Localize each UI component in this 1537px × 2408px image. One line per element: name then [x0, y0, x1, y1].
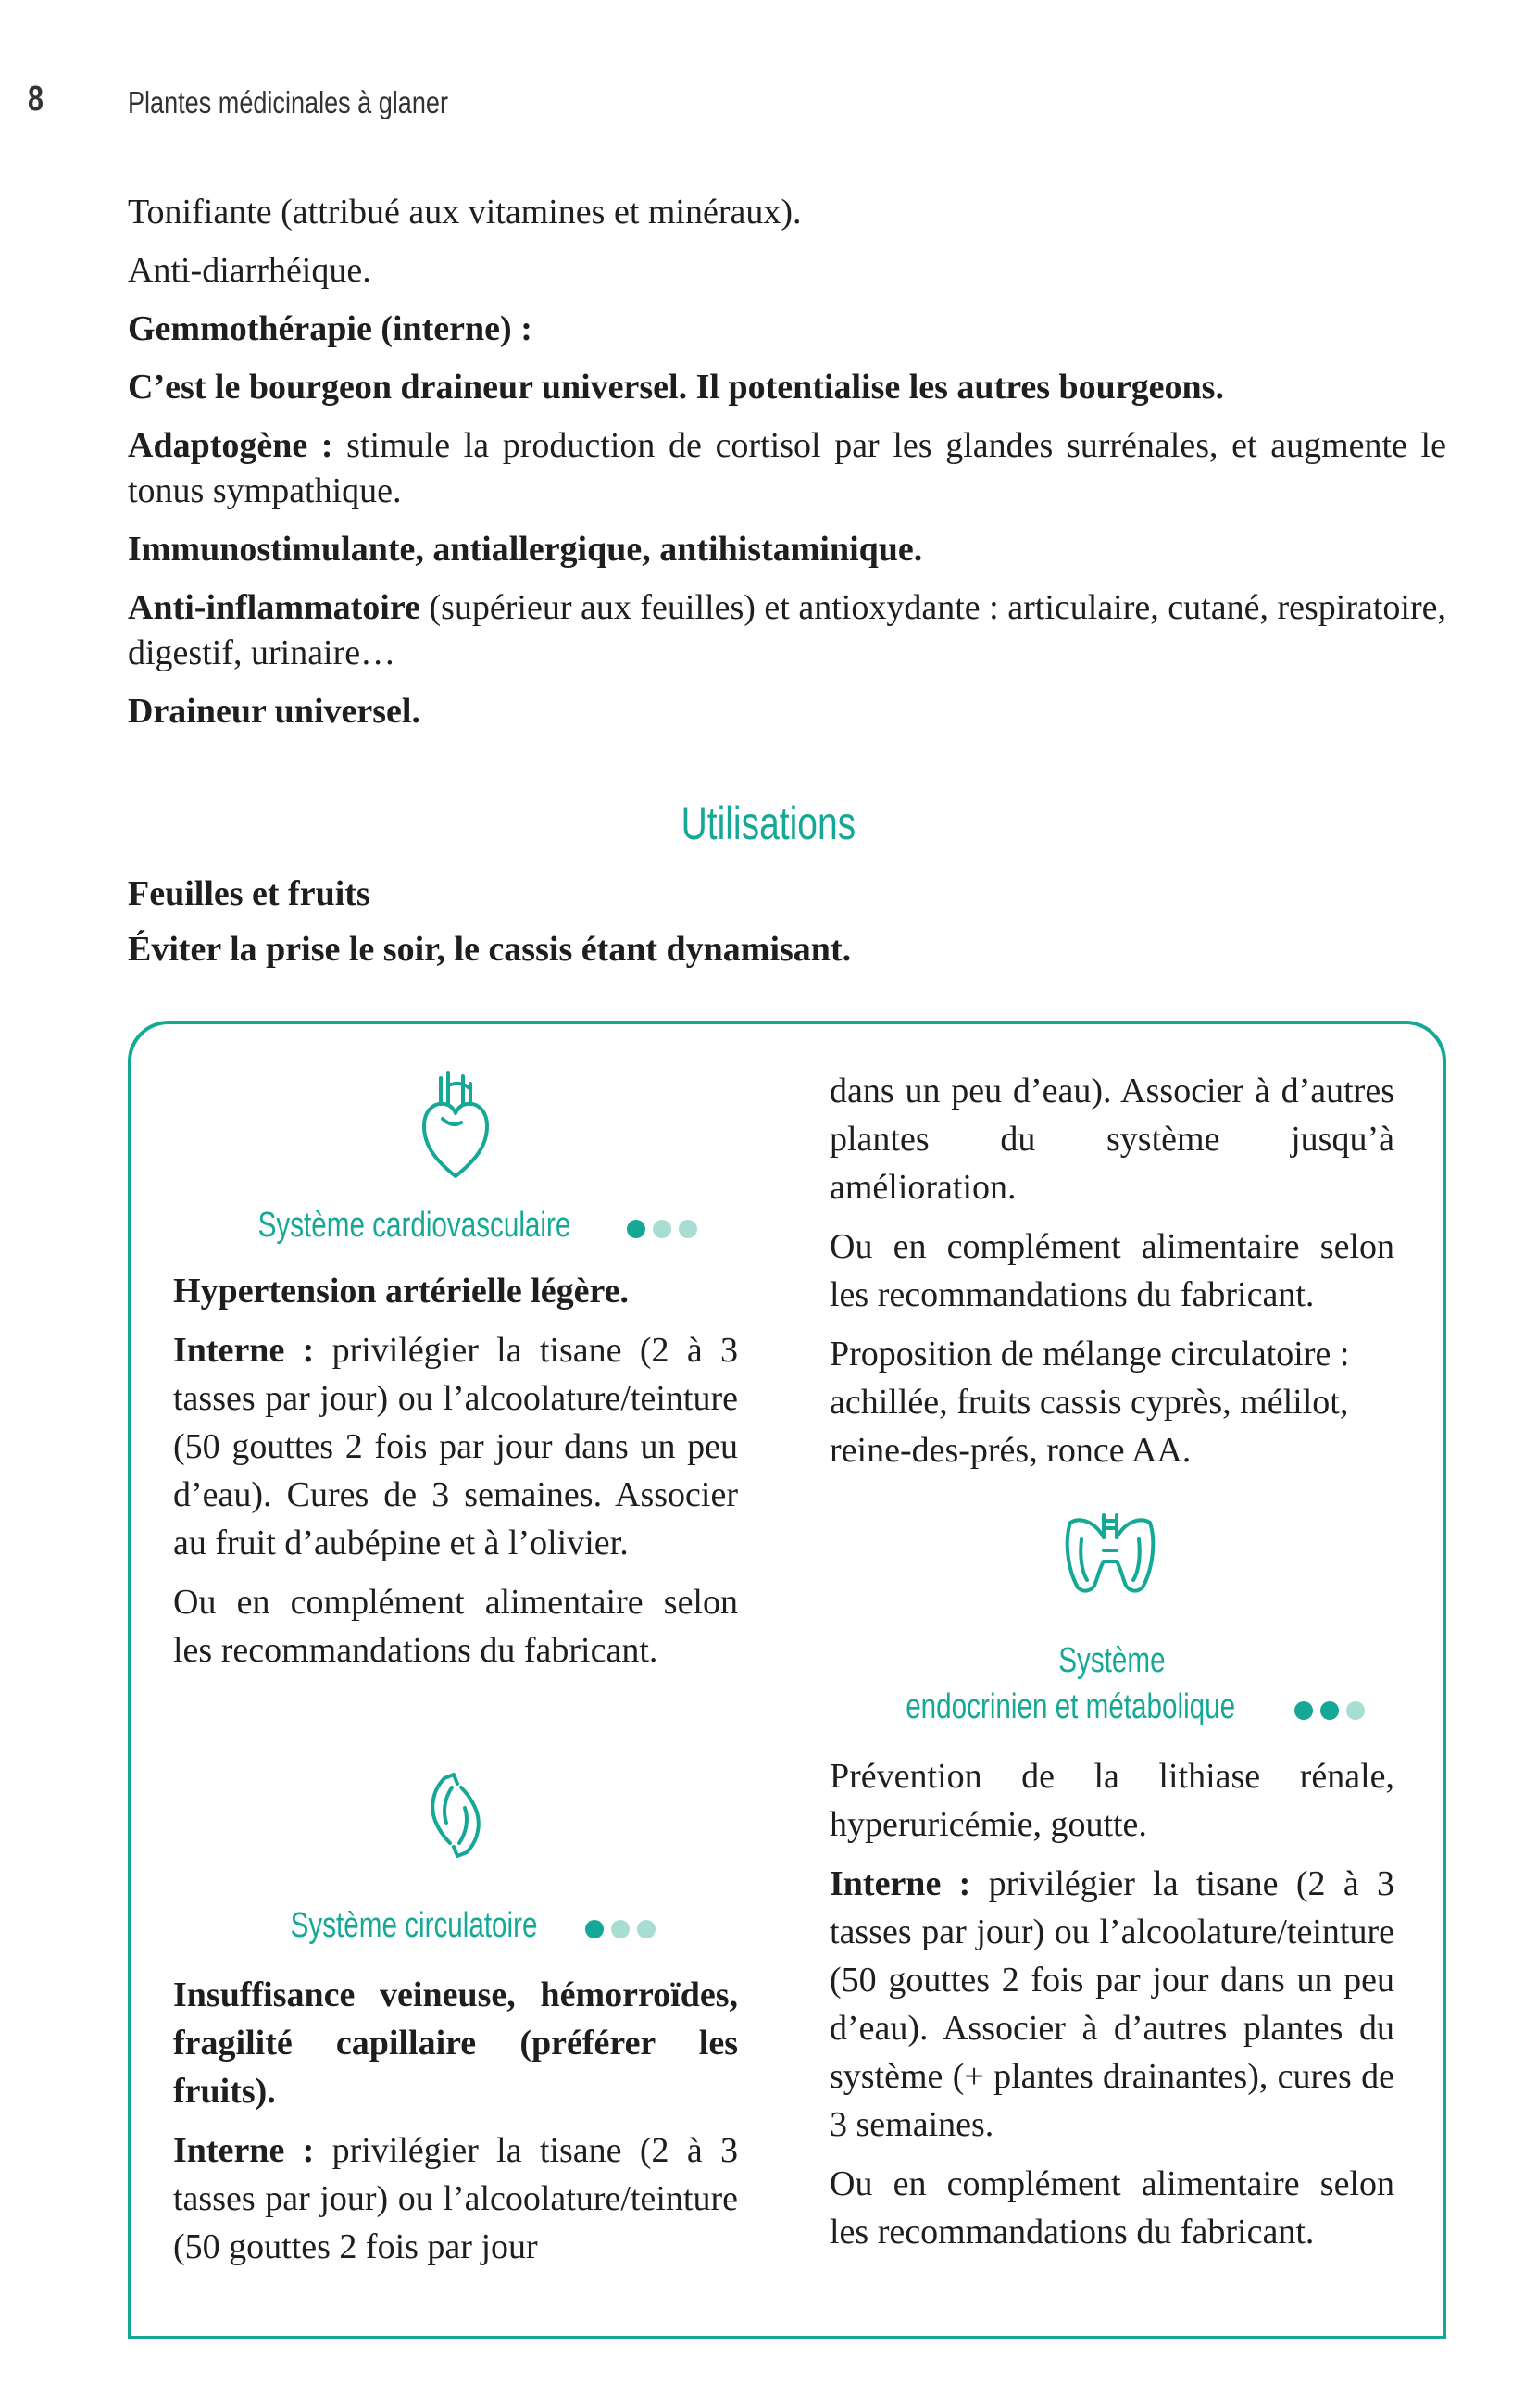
endocrinien-system-label — [830, 1637, 1394, 1732]
level-dot-empty — [611, 1920, 630, 1938]
circulatoire-interne-label: Interne : — [173, 2131, 315, 2170]
page-number: 8 — [28, 80, 44, 119]
level-dot-filled — [585, 1920, 604, 1938]
endocrinien-label-line2: endocrinien et métabolique — [906, 1687, 1235, 1726]
level-dot-empty — [679, 1220, 697, 1238]
level-dot-empty — [1346, 1701, 1365, 1720]
paragraph-anti-diarrheique: Anti-diarrhéique. — [128, 251, 371, 290]
paragraph-immunostimulante: Immunostimulante, antiallergique, antihistaminique. — [128, 530, 923, 569]
endocrinien-interne-label: Interne : — [830, 1864, 971, 1903]
circulatoire-content — [173, 1971, 738, 2282]
usage-warning: Éviter la prise le soir, le cassis étant dynamisant. — [128, 930, 852, 969]
anti-inflammatoire-label: Anti-inflammatoire — [128, 588, 420, 627]
paragraph-anti-inflammatoire — [128, 585, 1446, 676]
cardio-label-text: Système cardiovasculaire — [257, 1206, 570, 1245]
circulatoire-complement: Ou en complément alimentaire selon les recommandations du fabricant. — [830, 1227, 1394, 1314]
paragraph-gemmotherapie: Gemmothérapie (interne) : — [128, 309, 532, 348]
cardio-system-label — [173, 1202, 738, 1250]
anti-inflammatoire-text: (supérieur aux feuilles) et antioxydante : articulaire, cutané, respiratoire, digestif, urinaire… — [128, 588, 1446, 672]
adaptogene-text: stimule la production de cortisol par les glandes surrénales, et augmente le tonus sympathique. — [128, 426, 1446, 510]
paragraph-draineur: Draineur universel. — [128, 692, 420, 731]
level-dot-filled — [1320, 1701, 1339, 1720]
usage-parts: Feuilles et fruits — [128, 874, 370, 913]
cardio-content — [173, 1267, 738, 1686]
endocrinien-heading: Prévention de la lithiase rénale, hyperuricémie, goutte. — [830, 1757, 1394, 1844]
level-dot-filled — [1294, 1701, 1313, 1720]
circulatoire-continued — [830, 1067, 1394, 1486]
heart-icon — [417, 1065, 494, 1180]
circulation-arrows-icon — [417, 1769, 494, 1862]
level-dot-filled — [627, 1220, 645, 1238]
running-title: Plantes médicinales à glaner — [128, 85, 448, 119]
section-title-text: Utilisations — [681, 797, 856, 849]
circulatoire-interne-text: privilégier la tisane (2 à 3 tasses par jour) ou l’alcoolature/teinture (50 gouttes 2 fois par jour — [173, 2131, 738, 2266]
endocrinien-interne — [830, 1860, 1394, 2149]
endocrinien-level-dots — [1287, 1686, 1365, 1732]
cardio-heading: Hypertension artérielle légère. — [173, 1272, 630, 1311]
endocrinien-label-line1: Système — [1058, 1641, 1166, 1680]
endocrinien-content — [830, 1752, 1394, 2267]
circulatoire-level-dots — [578, 1904, 656, 1950]
circulatoire-heading: Insuffisance veineuse, hémorroïdes, fragilité capillaire (préférer les fruits). — [173, 1975, 738, 2111]
circulatoire-interne — [173, 2126, 738, 2271]
paragraph-adaptogene — [128, 423, 1446, 514]
circulatoire-continued-text: dans un peu d’eau). Associer à d’autres plantes du système jusqu’à amélioration. — [830, 1072, 1394, 1207]
cardio-interne — [173, 1326, 738, 1567]
level-dot-empty — [653, 1220, 671, 1238]
properties-text — [128, 190, 1446, 747]
circulatoire-system-label — [173, 1902, 738, 1950]
endocrinien-interne-text: privilégier la tisane (2 à 3 tasses par jour) ou l’alcoolature/teinture (50 gouttes 2 fois par jour dans un peu d’eau). Associer à d’autres plantes du système (+ plantes drainantes), cures de 3 semaines. — [830, 1864, 1394, 2144]
cardio-interne-text: privilégier la tisane (2 à 3 tasses par jour) ou l’alcoolature/teinture (50 gouttes 2 fois par jour dans un peu d’eau). Cures de 3 semaines. Associer au fruit d’aubépine et à l’olivier. — [173, 1331, 738, 1562]
cardio-interne-label: Interne : — [173, 1331, 315, 1370]
usage-intro — [128, 866, 851, 977]
cardio-complement: Ou en complément alimentaire selon les recommandations du fabricant. — [173, 1583, 738, 1670]
paragraph-bourgeon: C’est le bourgeon draineur universel. Il potentialise les autres bourgeons. — [128, 368, 1224, 407]
thyroid-icon — [1061, 1511, 1159, 1597]
circulatoire-label-text: Système circulatoire — [290, 1906, 538, 1945]
circulatoire-proposition: Proposition de mélange circulatoire : achillée, fruits cassis cyprès, mélilot, reine-des-prés, ronce AA. — [830, 1335, 1350, 1470]
section-title — [0, 796, 1537, 850]
paragraph-tonifiante: Tonifiante (attribué aux vitamines et minéraux). — [128, 193, 802, 232]
adaptogene-label: Adaptogène : — [128, 426, 333, 465]
endocrinien-complement: Ou en complément alimentaire selon les recommandations du fabricant. — [830, 2164, 1394, 2251]
level-dot-empty — [637, 1920, 656, 1938]
cardio-level-dots — [619, 1204, 697, 1250]
